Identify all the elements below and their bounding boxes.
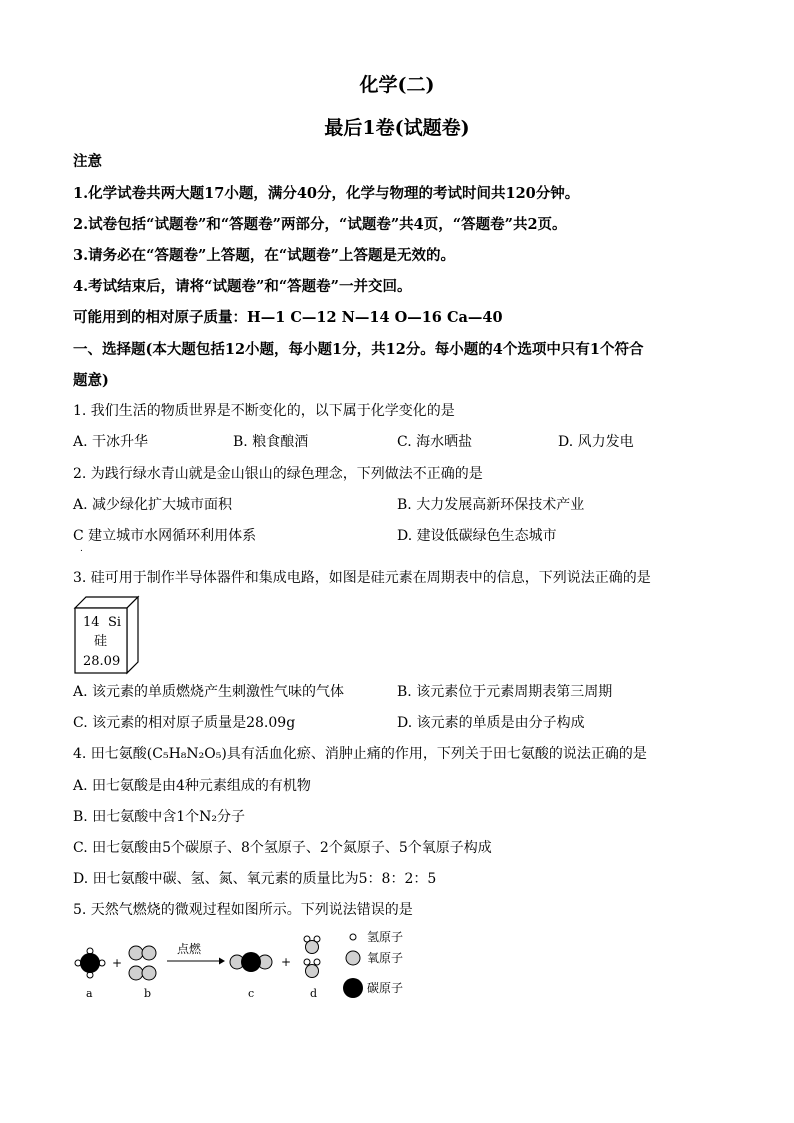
q2-option-b: B. 大力发展高新环保技术产业 [397,497,585,513]
note-2: 2.试卷包括“试题卷”和“答题卷”两部分，“试题卷”共4页，“答题卷”共2页。 [73,216,567,233]
atomic-mass-line: 可能用到的相对原子质量：H—1 C—12 N—14 O—16 Ca—40 [73,309,503,326]
plus-2: + [281,955,292,969]
q3-option-a: A. 该元素的单质燃烧产生刺激性气味的气体 [73,684,345,700]
q5-stem: 5. 天然气燃烧的微观过程如图所示。下列说法错误的是 [73,902,413,918]
diagram-legend [343,930,403,998]
carbon-legend-icon [343,978,363,998]
label-b: b [144,987,152,1000]
combustion-diagram [65,928,425,1004]
q2-option-c: C 建立城市水网循环利用体系 [73,528,257,544]
note-3: 3.请务必在“答题卷”上答题，在“试题卷”上答题是无效的。 [73,247,455,264]
q4-option-b: B. 田七氨酸中含1个N₂分子 [73,809,245,825]
q3-option-d: D. 该元素的单质是由分子构成 [397,715,585,731]
page-title: 化学(二) [359,74,435,96]
molecule-c [230,952,272,972]
q1-option-d: D. 风力发电 [558,434,634,450]
plus-1: + [112,956,123,970]
q4-option-c: C. 田七氨酸由5个碳原子、8个氢原子、2个氮原子、5个氧原子构成 [73,840,492,856]
legend-hydrogen: 氢原子 [367,930,404,944]
reaction-condition: 点燃 [177,942,202,956]
molecule-a [75,948,105,978]
legend-carbon: 碳原子 [367,981,404,995]
q3-option-b: B. 该元素位于元素周期表第三周期 [397,684,613,700]
label-c: c [248,987,255,1000]
element-symbol: Si [108,615,122,630]
note-4: 4.考试结束后，请将“试题卷”和“答题卷”一并交回。 [73,278,412,295]
q4-option-d: D. 田七氨酸中碳、氢、氮、氧元素的质量比为5：8：2：5 [73,871,437,887]
molecule-b [129,946,156,980]
notes-heading: 注意 [73,153,102,170]
section1-heading: 一、选择题(本大题包括12小题，每小题1分，共12分。每小题的4个选项中只有1个符合 [73,341,644,358]
label-a: a [86,987,93,1000]
q3-stem: 3. 硅可用于制作半导体器件和集成电路，如图是硅元素在周期表中的信息，下列说法正确的是 [73,570,651,586]
page-subtitle: 最后1卷(试题卷) [324,117,470,139]
oxygen-legend-icon [346,951,360,965]
element-mass: 28.09 [83,654,121,669]
q2-stem: 2. 为践行绿水青山就是金山银山的绿色理念，下列做法不正确的是 [73,466,483,482]
q1-option-b: B. 粮食酿酒 [233,434,309,450]
q4-option-a: A. 田七氨酸是由4种元素组成的有机物 [73,778,311,794]
q1-option-c: C. 海水晒盐 [397,434,473,450]
q1-stem: 1. 我们生活的物质世界是不断变化的，以下属于化学变化的是 [73,403,455,419]
stray-dot: . [80,544,83,554]
element-number: 14 [83,615,100,630]
q4-stem: 4. 田七氨酸(C₅H₈N₂O₅)具有活血化瘀、消肿止痛的作用，下列关于田七氨酸的说法正确的是 [73,746,647,762]
hydrogen-legend-icon [350,934,356,940]
legend-oxygen: 氧原子 [367,951,404,965]
note-1: 1.化学试卷共两大题17小题，满分40分，化学与物理的考试时间共120分钟。 [73,185,580,202]
q1-option-a: A. 干冰升华 [73,434,149,450]
molecule-d [304,936,320,978]
silicon-element-cell [72,594,142,676]
q3-option-c: C. 该元素的相对原子质量是28.09g [73,715,296,731]
section1-heading-cont: 题意) [73,372,109,389]
arrow-head [219,958,225,965]
q2-option-a: A. 减少绿化扩大城市面积 [73,497,233,513]
element-name: 硅 [94,634,108,649]
q2-option-d: D. 建设低碳绿色生态城市 [397,528,557,544]
label-d: d [310,987,318,1000]
